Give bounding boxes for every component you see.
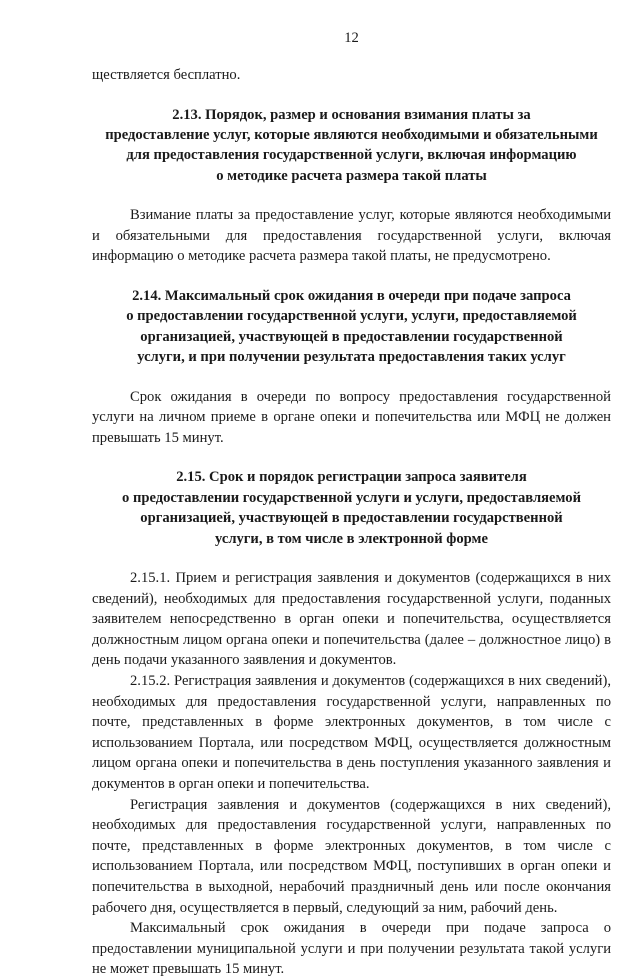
section-paragraph: 2.15.1. Прием и регистрация заявления и документов (содержащихся в них сведений), необходимых для предоставления государственной услуги, поданных заявителем непосредственно в орган опеки и попечительства, осуществляется должностным лицом органа опеки и попечительства (далее – должностное лицо) в день подачи указанного заявления и документов.	[92, 570, 611, 669]
heading-line: организацией, участвующей в предоставлении государственной	[140, 328, 563, 345]
intro-fragment: ществляется бесплатно.	[92, 67, 241, 83]
heading-line: о методике расчета размера такой платы	[216, 167, 487, 184]
section-paragraph: Регистрация заявления и документов (содержащихся в них сведений), необходимых для предоставления государственной услуги, направленных по почте, представленных в форме электронных документов, в том числе с использованием Портала, или посредством МФЦ, поступивших в орган опеки и попечительства в выходной, нерабочий праздничный день или после окончания рабочего дня, осуществляется в первый, следующий за ним, рабочий день.	[92, 796, 611, 916]
heading-line: 2.13. Порядок, размер и основания взимания платы за	[172, 106, 531, 123]
heading-line: услуги, и при получении результата предоставления таких услуг	[137, 349, 566, 366]
section-paragraph: Максимальный срок ожидания в очереди при подаче запроса о предоставлении муниципальной услуги и при получении результата такой услуги не может превышать 15 минут.	[92, 920, 611, 978]
heading-line: 2.15. Срок и порядок регистрации запроса заявителя	[176, 469, 527, 486]
page-number: 12	[344, 30, 359, 46]
heading-line: предоставление услуг, которые являются необходимыми и обязательными	[105, 127, 598, 143]
section-heading-2-13	[92, 105, 611, 187]
heading-line: о предоставлении государственной услуги и услуги, предоставляемой	[122, 489, 581, 506]
heading-line: 2.14. Максимальный срок ожидания в очереди при подаче запроса	[132, 288, 571, 304]
heading-line: услуги, в том числе в электронной форме	[215, 530, 488, 547]
section-paragraph: 2.15.2. Регистрация заявления и документов (содержащихся в них сведений), необходимых для предоставления государственной услуги, направленных по почте, представленных в форме электронных документов, в том числе с использованием Портала, или посредством МФЦ, осуществляется должностным лицом органа опеки и попечительства в день поступления указанного заявления и документов в орган опеки и попечительства.	[92, 673, 611, 792]
heading-line: организацией, участвующей в предоставлении государственной	[140, 510, 563, 527]
section-heading-2-15	[92, 467, 611, 549]
heading-line: о предоставлении государственной услуги, услуги, предоставляемой	[126, 308, 577, 325]
heading-line: для предоставления государственной услуги, включая информацию	[126, 147, 577, 164]
section-heading-2-14	[92, 286, 611, 368]
section-paragraph: Взимание платы за предоставление услуг, которые являются необходимыми и обязательными для предоставления государственной услуги, включая информацию о методике расчета размера такой платы, не предусмотрено.	[92, 207, 611, 265]
section-paragraph: Срок ожидания в очереди по вопросу предоставления государственной услуги на личном приеме в органе опеки и попечительства или МФЦ не должен превышать 15 минут.	[92, 388, 611, 446]
document-page	[92, 28, 611, 980]
